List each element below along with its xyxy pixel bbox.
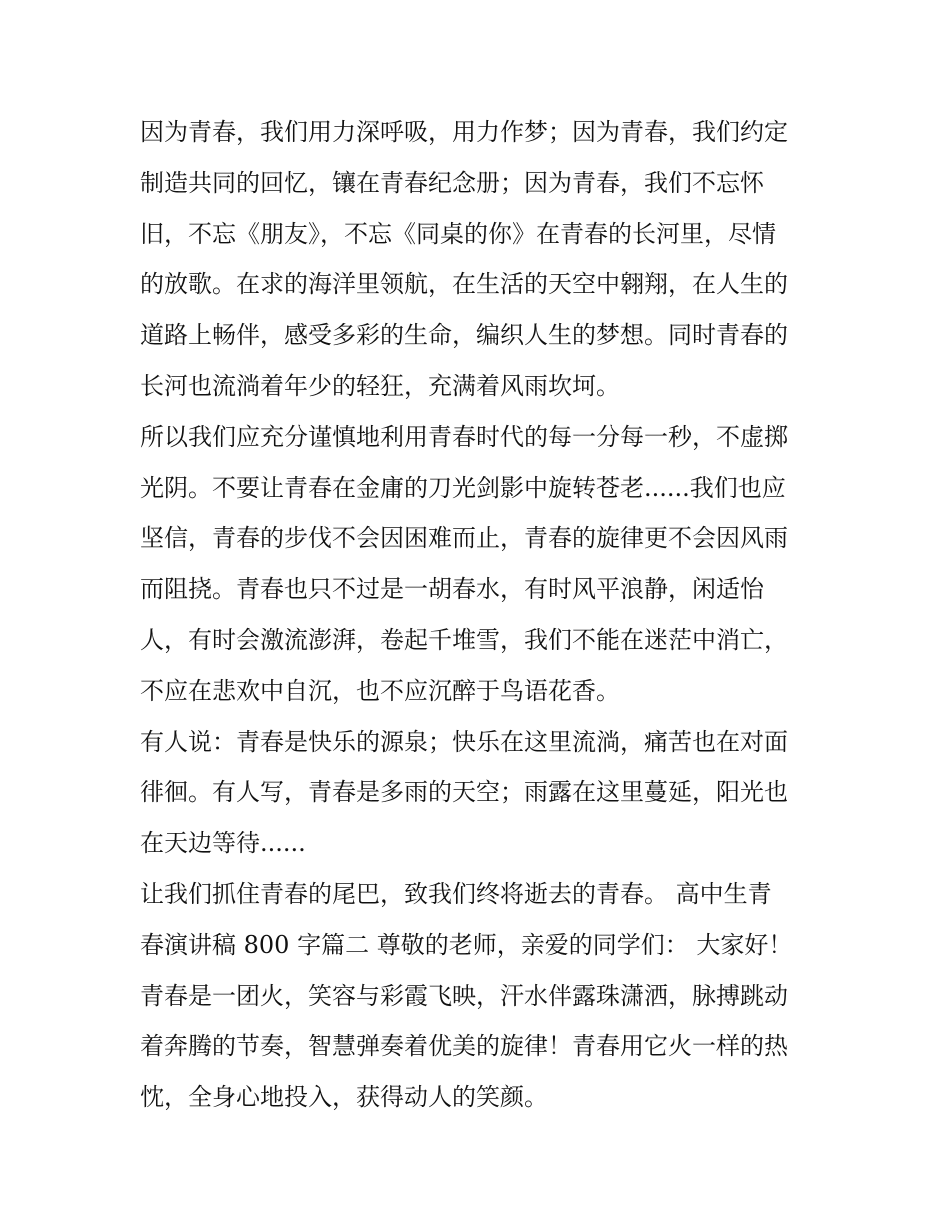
body-text [140, 107, 820, 1123]
text-line-6: 长河也流淌着年少的轻狂，充满着风雨坎坷。 [140, 371, 620, 400]
text-line-14: 徘徊。有人写，青春是多雨的天空；雨露在这里蔓延，阳光也 [140, 778, 788, 807]
text-line-5: 道路上畅伴，感受多彩的生命，编织人生的梦想。同时青春的 [140, 321, 788, 350]
text-line-19: 着奔腾的节奏，智慧弹奏着优美的旋律！青春用它火一样的热 [140, 1032, 788, 1061]
text-line-10: 而阻挠。青春也只不过是一胡春水，有时风平浪静，闲适怡 [140, 575, 764, 604]
text-line-2: 制造共同的回忆，镶在青春纪念册；因为青春，我们不忘怀 [140, 168, 764, 197]
text-line-1: 因为青春，我们用力深呼吸，用力作梦；因为青春，我们约定 [140, 118, 788, 146]
text-line-17: 春演讲稿 800 字篇二 尊敬的老师，亲爱的同学们： 大家好！ [140, 930, 793, 959]
text-line-11: 人，有时会激流澎湃，卷起千堆雪，我们不能在迷茫中消亡， [140, 625, 788, 654]
text-line-4: 的放歌。在求的海洋里领航，在生活的天空中翱翔，在人生的 [140, 270, 788, 299]
text-line-12: 不应在悲欢中自沉，也不应沉醉于鸟语花香。 [140, 676, 620, 705]
text-line-3: 旧，不忘《朋友》，不忘《同桌的你》在青春的长河里，尽情 [140, 219, 776, 248]
text-line-15: 在天边等待...... [140, 829, 306, 858]
text-line-18: 青春是一团火，笑容与彩霞飞映，汗水伴露珠潇洒，脉搏跳动 [140, 981, 788, 1010]
text-line-20: 忱，全身心地投入，获得动人的笑颜。 [140, 1083, 548, 1112]
text-line-13: 有人说：青春是快乐的源泉；快乐在这里流淌，痛苦也在对面 [140, 727, 788, 756]
text-line-9: 坚信，青春的步伐不会因困难而止，青春的旋律更不会因风雨 [140, 524, 788, 553]
text-line-8: 光阴。不要让青春在金庸的刀光剑影中旋转苍老......我们也应 [140, 473, 786, 502]
text-line-7: 所以我们应充分谨慎地利用青春时代的每一分每一秒，不虚掷 [140, 422, 788, 451]
text-line-16: 让我们抓住青春的尾巴，致我们终将逝去的青春。 高中生青 [140, 879, 772, 908]
